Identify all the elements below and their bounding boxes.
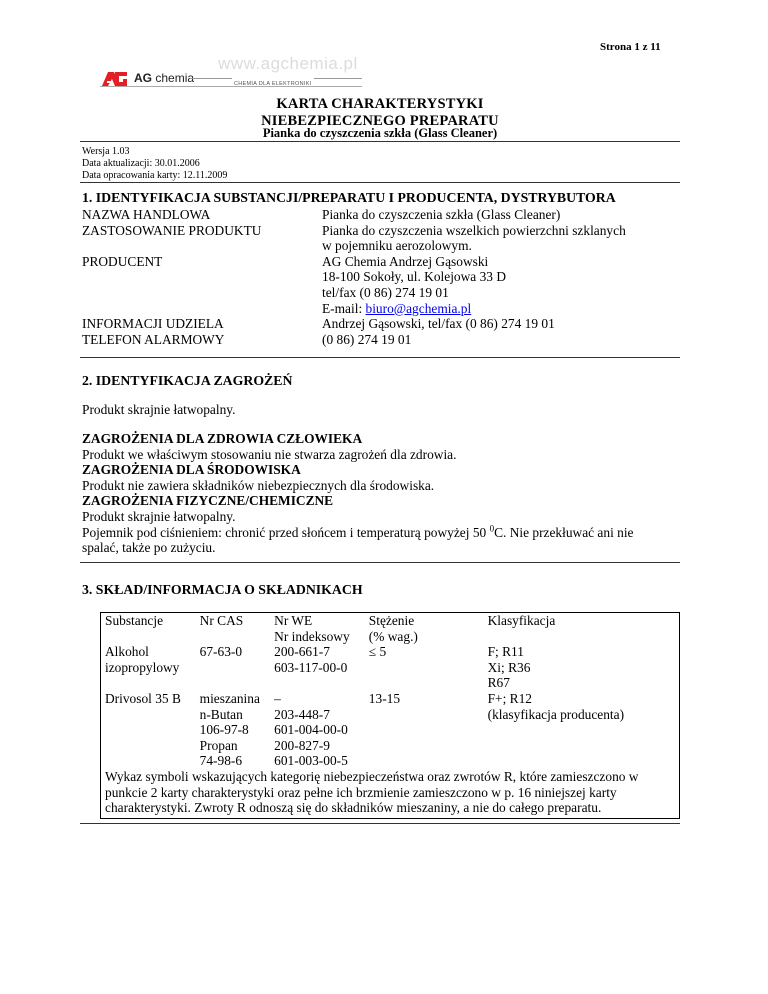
website-watermark: www.agchemia.pl [218,54,358,73]
section-2-intro: Produkt skrajnie łatwopalny. [82,402,236,417]
document-title: KARTA CHARAKTERYSTYKI NIEBEZPIECZNEGO PREPARATU [261,96,499,129]
logo-underline [100,86,362,87]
email-link[interactable]: biuro@agchemia.pl [365,300,472,316]
brand-tagline: CHEMIA DLA ELEKTRONIKI [232,77,314,93]
page-number: Strona 1 z 11 [600,41,661,53]
phys-hazards-text-1: Produkt skrajnie łatwopalny. [82,508,236,524]
phys-hazards-text-2: Pojemnik pod ciśnieniem: chronić przed słońcem i temperaturą powyżej 50 $^0$C. Nie przekłuwać ani nie [82,523,634,540]
section-1-heading: 1. IDENTYFIKACJA SUBSTANCJI/PREPARATU I PRODUCENTA, DYSTRYBUTORA [82,190,616,205]
section-2-heading: 2. IDENTYFIKACJA ZAGROŻEŃ [82,373,293,388]
table-row: Alkohol izopropylowy 67-63-0 200-661-7 603-117-00-0 ≤ 5 F; R11 Xi; R36 R67 [101,644,680,691]
section-2-rule [80,562,680,563]
row-info: INFORMACJI UDZIELA Andrzej Gąsowski, tel/fax (0 86) 274 19 01 [82,316,555,332]
brand-name: AG chemia [134,71,195,85]
phys-hazards-text-3: spalać, także po zużyciu. [82,540,216,556]
phys-hazards-heading: ZAGROŻENIA FIZYCZNE/CHEMICZNE [82,493,334,509]
table-header-row: Substancje Nr CAS Nr WE Nr indeksowy Stężenie (% wag.) Klasyfikacja [101,613,680,645]
env-hazards-text: Produkt nie zawiera składników niebezpiecznych dla środowiska. [82,477,435,493]
section-3-heading: 3. SKŁAD/INFORMACJA O SKŁADNIKACH [82,582,363,597]
document-meta: Wersja 1.03 Data aktualizacji: 30.01.2006 Data opracowania karty: 12.11.2009 [82,146,228,181]
row-email: E-mail: biuro@agchemia.pl [322,300,472,316]
section-1-rule [80,357,680,358]
row-trade-name: NAZWA HANDLOWA Pianka do czyszczenia szkła (Glass Cleaner) [82,207,561,222]
composition-table [100,612,680,819]
product-name: Pianka do czyszczenia szkła (Glass Cleaner) [262,126,498,140]
hazards-block [82,431,682,556]
section-3-rule [80,823,680,824]
health-hazards-heading: ZAGROŻENIA DLA ZDROWIA CZŁOWIEKA [82,431,363,446]
row-producer: PRODUCENT AG Chemia Andrzej Gąsowski 18-100 Sokoły, ul. Kolejowa 33 D tel/fax (0 86) 274 19 01 [82,253,506,300]
identification-table [82,207,680,347]
table-row: Drivosol 35 B mieszanina n-Butan 106-97-8 Propan 74-98-6 – 203-448-7 601-004-00-0 200-827-9 601-003-00-5 13-15 F+; R12 (klasyfikacja producenta) [101,691,680,769]
company-header [100,54,680,100]
env-hazards-heading: ZAGROŻENIA DLA ŚRODOWISKA [82,462,301,478]
meta-rule [80,182,680,183]
table-note-row: Wykaz symboli wskazujących kategorię niebezpieczeństwa oraz zwrotów R, które zamieszczono w punkcie 2 karty charakterystyki oraz pełne ich brzmienie zamieszczono w p. 16 niniejszej karty charakterystyki. Zwroty R odnoszą się do składników mieszaniny, a nie do całego preparatu. [101,769,680,818]
health-hazards-text: Produkt we właściwym stosowaniu nie stwarza zagrożeń dla zdrowia. [82,446,457,462]
row-alarm: TELEFON ALARMOWY (0 86) 274 19 01 [82,331,412,347]
row-product-use: ZASTOSOWANIE PRODUKTU Pianka do czyszczenia wszelkich powierzchni szklanych w pojemniku aerozolowym. [82,222,626,254]
title-rule [80,141,680,142]
